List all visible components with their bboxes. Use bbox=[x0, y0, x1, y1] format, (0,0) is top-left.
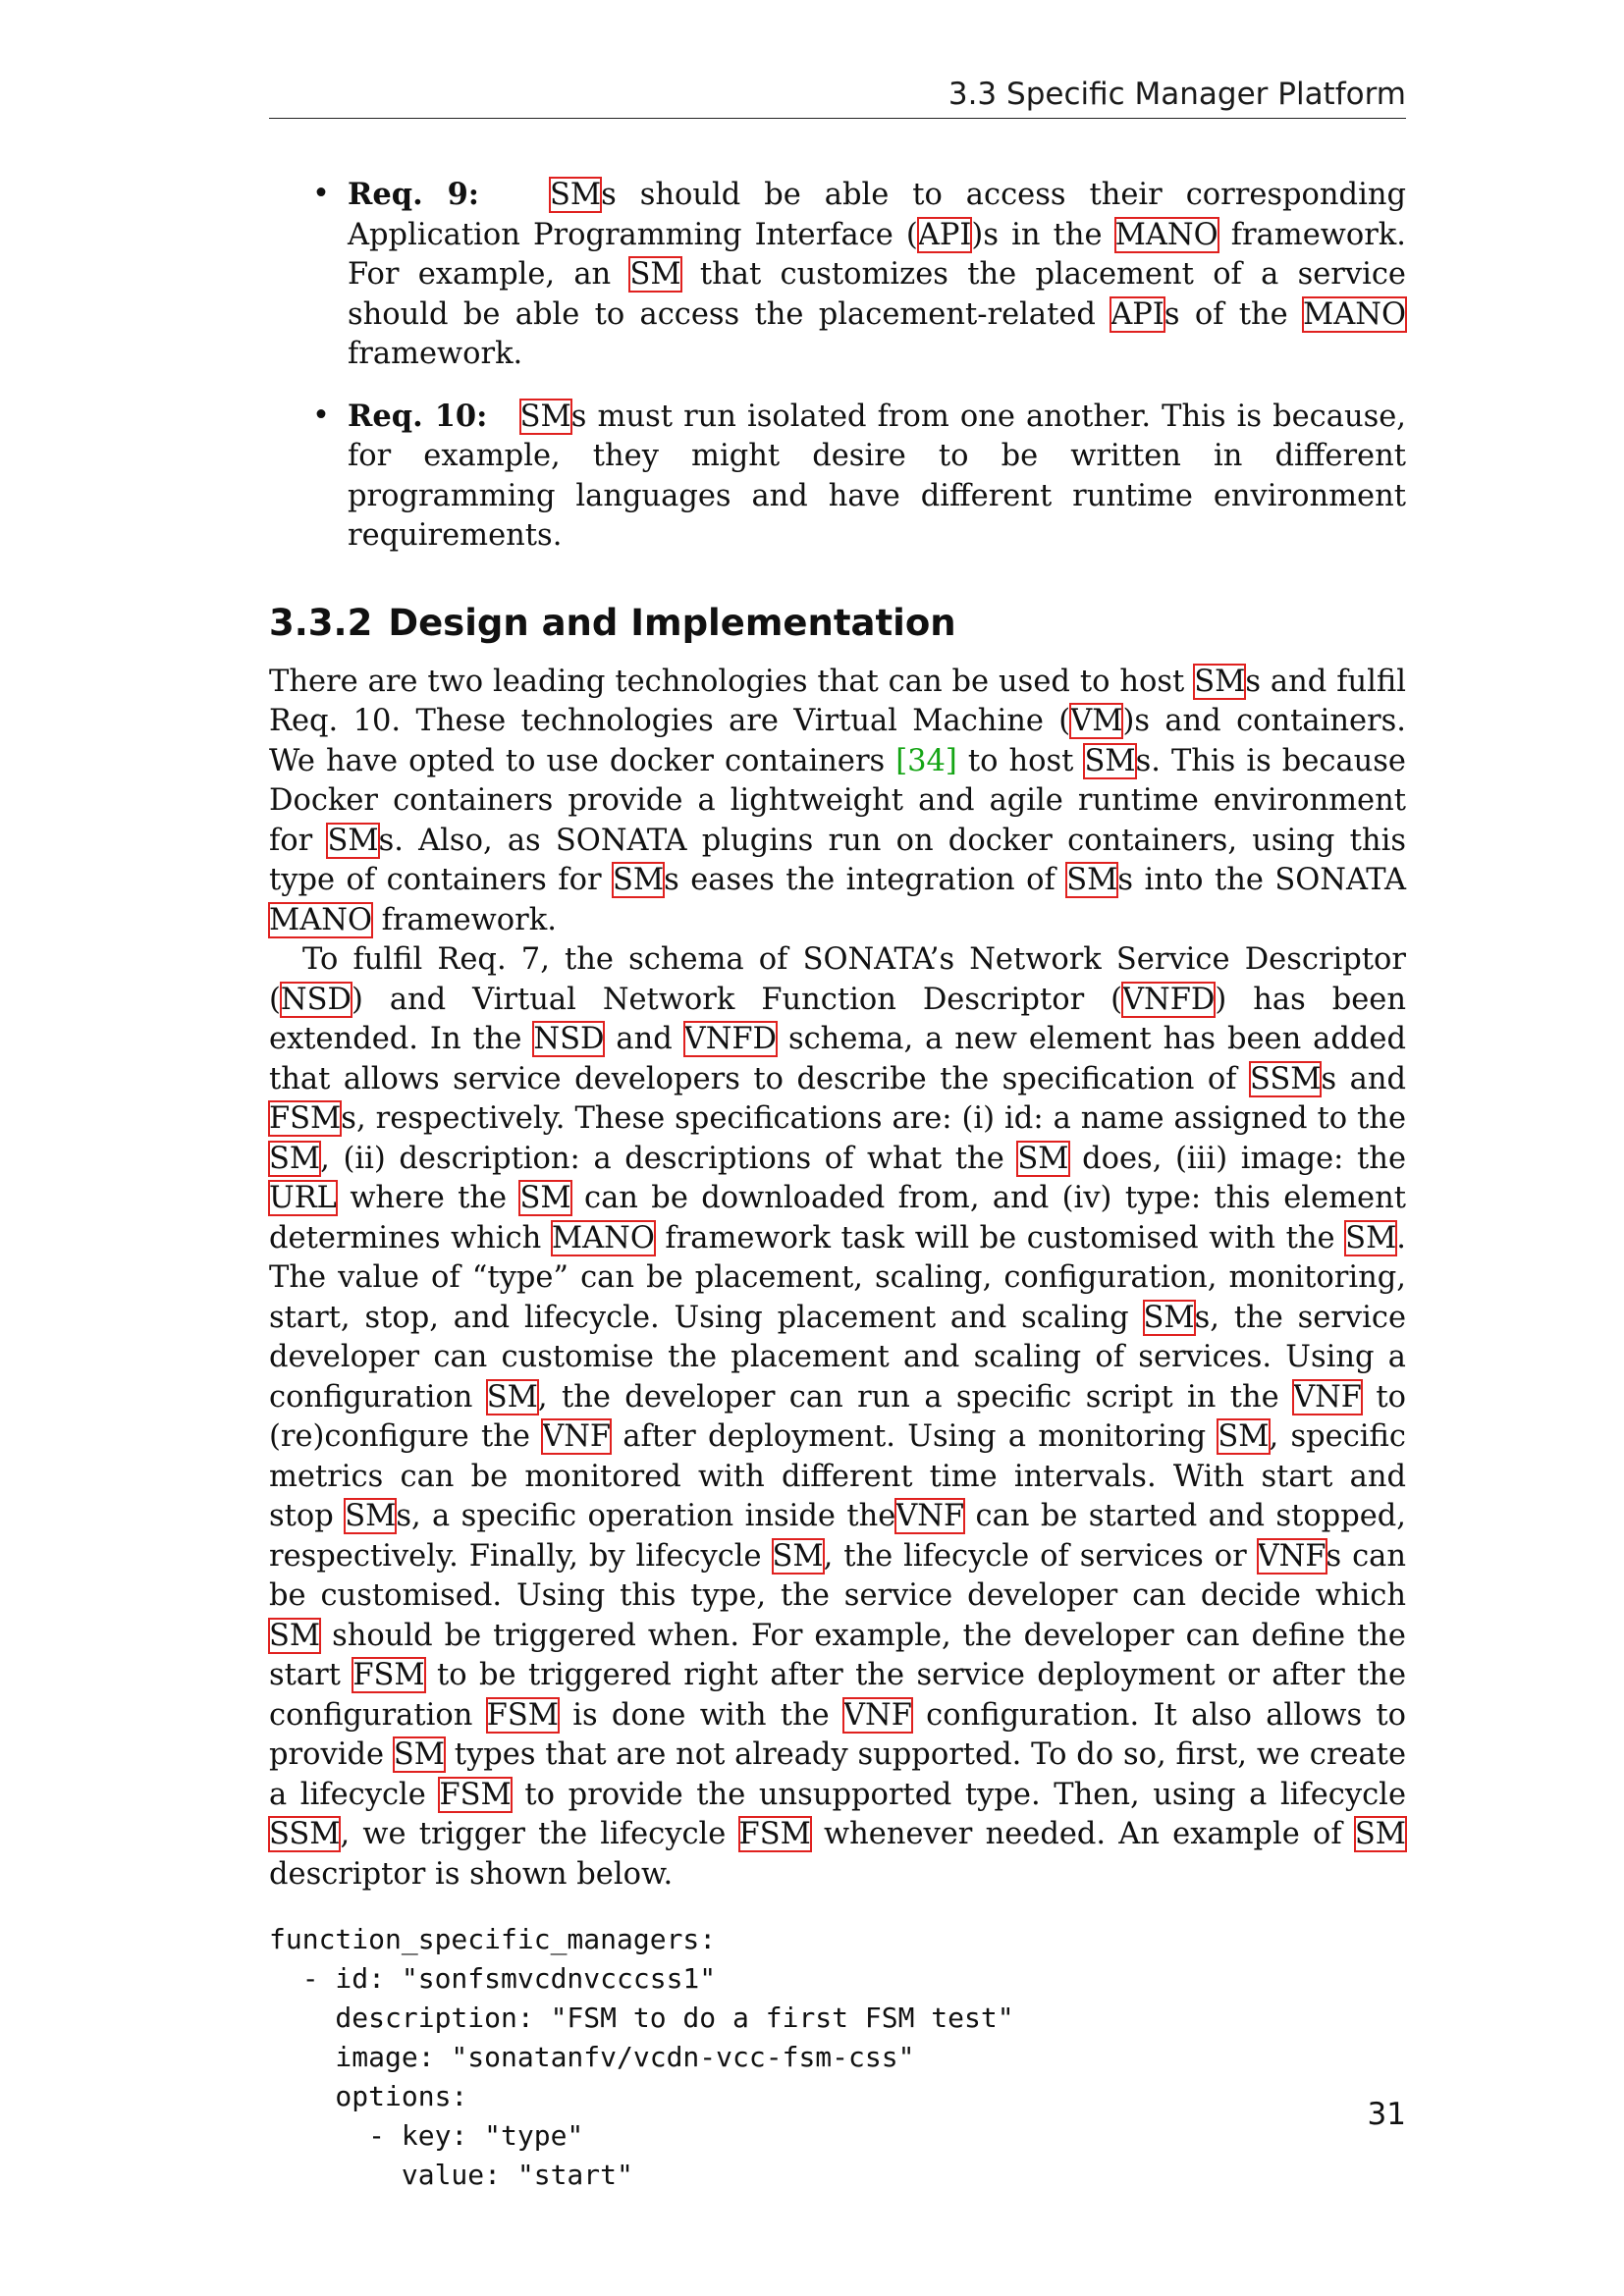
acronym-link[interactable]: SM bbox=[269, 1141, 321, 1176]
text-run: ) has been extended. In the bbox=[269, 982, 1406, 1056]
running-header: 3.3 Specific Manager Platform bbox=[947, 77, 1406, 112]
text-run: , the lifecycle of services or bbox=[823, 1538, 1258, 1574]
acronym-link[interactable]: SM bbox=[327, 823, 379, 858]
acronym-link[interactable]: SM bbox=[629, 257, 681, 292]
text-run: configuration. It also allows to provide bbox=[269, 1697, 1406, 1772]
text-run: to host bbox=[956, 743, 1085, 778]
text-run: can be started and stopped, respectively. Finally, by lifecycle bbox=[269, 1499, 1406, 1574]
paragraph bbox=[269, 940, 1406, 1895]
text-run: s and bbox=[1321, 1061, 1406, 1096]
section-number: 3.3.2 bbox=[269, 601, 373, 644]
acronym-link[interactable]: VNFD bbox=[683, 1022, 778, 1056]
acronym-link[interactable]: SM bbox=[345, 1499, 397, 1533]
code-line: options: bbox=[269, 2080, 468, 2112]
requirements-list bbox=[269, 175, 1406, 557]
acronym-link[interactable]: SM bbox=[486, 1379, 538, 1415]
text-run: descriptor is shown below. bbox=[269, 1856, 674, 1892]
acronym-link[interactable]: MANO bbox=[551, 1220, 655, 1255]
code-listing bbox=[269, 1920, 1406, 2195]
text-run: s eases the integration of bbox=[664, 863, 1067, 897]
text-run: s and fulfil Req. 10. These technologies are Virtual Machine ( bbox=[269, 664, 1406, 738]
acronym-link[interactable]: VNF bbox=[895, 1499, 965, 1533]
acronym-link[interactable]: SM bbox=[1143, 1300, 1195, 1335]
text-run: schema, a new element has been added that allows service developers to describe the specification of bbox=[269, 1022, 1406, 1096]
acronym-link[interactable]: SM bbox=[1345, 1220, 1397, 1255]
text-run: , (ii) description: a descriptions of what the bbox=[320, 1141, 1018, 1176]
acronym-link[interactable]: NSD bbox=[280, 982, 352, 1017]
text-run: s. Also, as SONATA plugins run on docker containers, using this type of containers for bbox=[269, 823, 1406, 897]
acronym-link[interactable]: SM bbox=[1084, 743, 1136, 778]
text-run: s into the SONATA bbox=[1117, 863, 1407, 897]
acronym-link[interactable]: SM bbox=[1017, 1141, 1069, 1176]
acronym-link[interactable]: VNF bbox=[1293, 1379, 1362, 1415]
code-line: value: "start" bbox=[269, 2159, 633, 2191]
paragraph bbox=[269, 663, 1406, 941]
text-run: should be triggered when. For example, the developer can define the start bbox=[269, 1618, 1406, 1692]
text-run: to provide the unsupported type. Then, using a lifecycle bbox=[511, 1777, 1406, 1812]
acronym-link[interactable]: SM bbox=[519, 1181, 571, 1215]
text-run: , specific metrics can be monitored with different time intervals. With start and stop bbox=[269, 1419, 1406, 1533]
acronym-link[interactable]: SM bbox=[1066, 863, 1118, 897]
citation-link[interactable]: [34] bbox=[895, 743, 957, 778]
requirement-text bbox=[348, 400, 1406, 554]
code-line: image: "sonatanfv/vcdn-vcc-fsm-css" bbox=[269, 2041, 915, 2073]
text-run: , the developer can run a specific script in the bbox=[537, 1379, 1294, 1415]
acronym-link[interactable]: URL bbox=[269, 1181, 337, 1215]
acronym-link[interactable]: SM bbox=[269, 1618, 321, 1653]
acronym-link[interactable]: FSM bbox=[486, 1697, 559, 1733]
text-run: s. This is because Docker containers provide a lightweight and agile runtime environment for bbox=[269, 743, 1406, 858]
text-run: is done with the bbox=[558, 1697, 843, 1733]
code-line: description: "FSM to do a first FSM test" bbox=[269, 2002, 1014, 2034]
header-rule bbox=[269, 118, 1406, 119]
acronym-link[interactable]: SM bbox=[519, 399, 571, 434]
acronym-link[interactable]: FSM bbox=[738, 1817, 811, 1851]
acronym-link[interactable]: VNF bbox=[542, 1419, 612, 1454]
text-run: s, a specific operation inside the bbox=[396, 1499, 896, 1533]
text-run: whenever needed. An example of bbox=[810, 1817, 1355, 1851]
acronym-link[interactable]: SM bbox=[549, 178, 602, 212]
acronym-link[interactable]: VNF bbox=[1257, 1538, 1326, 1574]
text-run: . The value of “type” can be placement, scaling, configuration, monitoring, start, stop, and lifecycle. Using placement and scaling bbox=[269, 1220, 1406, 1335]
text-run: )s and containers. We have opted to use docker containers bbox=[269, 704, 1406, 778]
text-run: framework task will be customised with the bbox=[654, 1220, 1346, 1255]
text-run: To fulfil Req. 7, the schema of SONATA’s Network Service Descriptor ( bbox=[269, 942, 1406, 1017]
requirement-item bbox=[269, 175, 1406, 375]
text-run: to (re)configure the bbox=[269, 1379, 1406, 1454]
text-run: ) and Virtual Network Function Descriptor ( bbox=[351, 982, 1123, 1017]
acronym-link[interactable]: FSM bbox=[352, 1658, 425, 1692]
bullet-icon: • bbox=[312, 177, 330, 211]
section-heading bbox=[269, 602, 1406, 645]
acronym-link[interactable]: VNFD bbox=[1122, 982, 1216, 1017]
requirement-text bbox=[348, 178, 1406, 371]
section-title: Design and Implementation bbox=[388, 601, 956, 644]
code-line: - key: "type" bbox=[269, 2119, 584, 2152]
acronym-link[interactable]: SM bbox=[772, 1538, 824, 1574]
text-run: s, the service developer can customise the placement and scaling of services. Using a configuration bbox=[269, 1300, 1406, 1415]
acronym-link[interactable]: MANO bbox=[1303, 296, 1406, 332]
code-line: function_specific_managers: bbox=[269, 1923, 717, 1955]
acronym-link[interactable]: MANO bbox=[1114, 217, 1218, 252]
text-run: where the bbox=[336, 1181, 520, 1215]
text-run: s can be customised. Using this type, the service developer can decide which bbox=[269, 1538, 1406, 1613]
acronym-link[interactable]: FSM bbox=[269, 1101, 342, 1136]
acronym-link[interactable]: NSD bbox=[533, 1022, 605, 1056]
text-run: , we trigger the lifecycle bbox=[340, 1817, 739, 1851]
requirement-label: Req. 9: bbox=[348, 177, 480, 212]
acronym-link[interactable]: SSM bbox=[1250, 1061, 1322, 1096]
text-run: s of the bbox=[1164, 296, 1304, 332]
acronym-link[interactable]: MANO bbox=[269, 902, 372, 937]
text-run: framework. bbox=[348, 337, 523, 371]
text-run: to be triggered right after the service deployment or after the configuration bbox=[269, 1658, 1407, 1733]
acronym-link[interactable]: FSM bbox=[439, 1777, 512, 1812]
text-run: framework. For example, an bbox=[348, 217, 1406, 292]
acronym-link[interactable]: SM bbox=[1218, 1419, 1270, 1454]
acronym-link[interactable]: SSM bbox=[269, 1817, 341, 1851]
text-run: that customizes the placement of a service should be able to access the placement-related bbox=[348, 257, 1406, 332]
acronym-link[interactable]: SM bbox=[393, 1737, 445, 1772]
code-line: - id: "sonfsmvcdnvcccss1" bbox=[269, 1962, 717, 1995]
acronym-link[interactable]: VNF bbox=[843, 1697, 912, 1733]
text-run: s, respectively. These specifications are: (i) id: a name assigned to the bbox=[341, 1101, 1406, 1136]
acronym-link[interactable]: API bbox=[917, 217, 972, 252]
text-run: after deployment. Using a monitoring bbox=[611, 1419, 1218, 1454]
text-run: There are two leading technologies that can be used to host bbox=[269, 664, 1195, 699]
acronym-link[interactable]: VM bbox=[1070, 704, 1123, 738]
text-run: does, (iii) image: the bbox=[1068, 1141, 1406, 1176]
requirement-item bbox=[269, 397, 1406, 557]
page-body bbox=[269, 175, 1406, 2195]
text-run: )s in the bbox=[971, 217, 1115, 252]
text-run: framework. bbox=[371, 902, 557, 937]
text-run: and bbox=[604, 1022, 684, 1056]
text-run: s must run isolated from one another. This is because, for example, they might desire to be written in different programming languages and have different runtime environment requirements. bbox=[348, 399, 1406, 553]
text-run: s should be able to access their corresponding Application Programming Interface ( bbox=[348, 178, 1406, 252]
text-run: types that are not already supported. To do so, first, we create a lifecycle bbox=[269, 1737, 1406, 1812]
page-number: 31 bbox=[1367, 2097, 1406, 2132]
acronym-link[interactable]: SM bbox=[1354, 1817, 1406, 1851]
text-run: can be downloaded from, and (iv) type: this element determines which bbox=[269, 1181, 1406, 1255]
requirement-label: Req. 10: bbox=[348, 398, 488, 434]
acronym-link[interactable]: SM bbox=[612, 863, 665, 897]
acronym-link[interactable]: API bbox=[1110, 296, 1164, 332]
acronym-link[interactable]: SM bbox=[1194, 664, 1246, 699]
bullet-icon: • bbox=[312, 398, 330, 433]
